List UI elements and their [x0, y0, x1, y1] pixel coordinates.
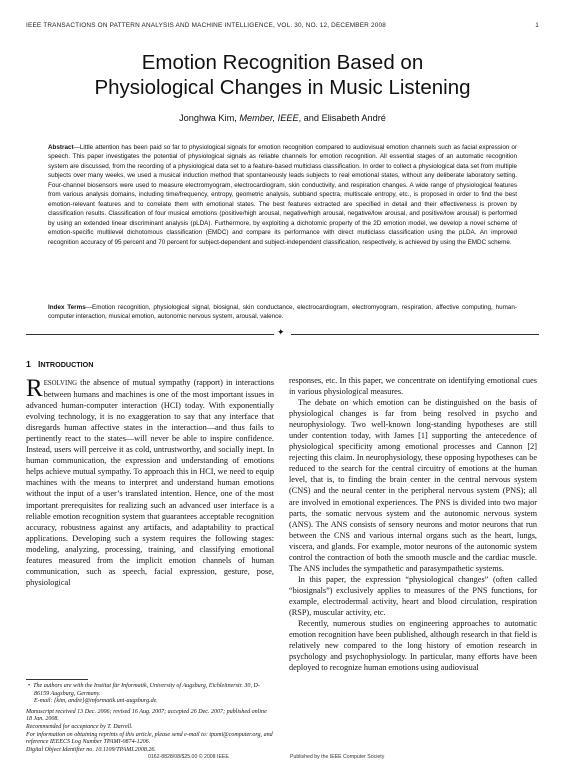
footnote-bullet: •: [28, 683, 31, 689]
right-paragraph-2: The debate on which emotion can be distinguished on the basis of physiological changes is far from being resolved in psycho and neurophysiology. Two well-known long-standing hypotheses are still under contention today, with James [1] supporting the antecedence of physiological specificity among emotional processes and Cannon [2] rejecting this claim. In neurophysiology, these opposing hypotheses can be reduced to the search for the central circuitry of emotions at the human level, that is, to finding the brain center in the central nervous system (CNS) and the neural center in the peripheral nervous system (PNS); all are involved in emotional experiences. The PNS is divided into two major parts, the somatic nervous system and the autonomic nervous system (ANS). The ANS consists of sensory neurons and motor neurons that run between the CNS and various internal organs such as the heart, lungs, viscera, and glands. For example, motor neurons of the autonomic system control the contraction of both the smooth muscle and the cardiac muscle. The ANS includes the sympathetic and parasympathetic systems.: [289, 398, 537, 573]
right-column: [289, 375, 537, 673]
title-line-2: Physiological Changes in Music Listening: [94, 76, 471, 99]
index-terms: [48, 303, 517, 322]
lead-small-caps: ESOLVING: [43, 380, 78, 387]
section-title-rest: NTRODUCTION: [40, 360, 94, 369]
author-1: Jonghwa Kim,: [179, 113, 240, 123]
affiliation-email: E-mail: {kim, andre}@informatik.uni-augsburg.de.: [34, 698, 158, 705]
author-1-role: Member, IEEE: [239, 113, 299, 123]
divider-ornament-icon: ✦: [277, 328, 285, 338]
index-terms-label: Index Terms: [48, 304, 86, 311]
author-line: [0, 113, 565, 123]
drop-cap: R: [26, 375, 43, 402]
footer-publisher: Published by the IEEE Computer Society: [290, 754, 385, 760]
right-paragraph-1: responses, etc. In this paper, we concentrate on identifying emotional cues in various physiological measures.: [289, 376, 537, 397]
page-number: 1: [535, 22, 539, 29]
divider-line-left: [26, 334, 274, 335]
affiliation-footnote: [26, 683, 274, 706]
divider-line-right: [291, 334, 539, 335]
left-paragraph-text: the absence of mutual sympathy (rapport) in interactions between humans and machines is one of the most important issues in advanced human-computer interaction (HCI) today. With exponentially evolving technology, it is no exaggeration to say that any interface that disregards human affective states in the interaction—and thus fails to pertinently react to the states—will never be able to inspire confidence. Instead, users will perceive it as cold, untrustworthy, and socially inept. In human communication, the expression and understanding of emotions helps achieve mutual sympathy. To approach this in HCI, we need to equip machines with the means to interpret and understand human emotions without the input of a user’s translated intention. Hence, one of the most important prerequisites for realizing such an advanced user interface is a reliable emotion recognition system that guarantees acceptable recognition accuracy, robustness against any artifacts, and adaptability to practical applications. Developing such a system requires the following stages: modeling, analyzing, processing, training, and classifying emotional features measured from the implicit emotion channels of human communication, such as speech, facial expression, gesture, pose, physiological: [26, 378, 274, 587]
left-paragraph-1: [26, 377, 274, 588]
section-divider: [26, 328, 539, 339]
section-number: 1: [26, 359, 31, 369]
footnote-rule: [26, 679, 88, 680]
running-header: [26, 22, 539, 29]
reprints-info: For information on obtaining reprints of this article, please send e-mail to: tpami@computer.org, and reference IEEECS Log Number TPAMI-0874-1206.: [26, 731, 273, 746]
footer-copyright: 0162-8828/08/$25.00 © 2008 IEEE: [148, 754, 229, 760]
right-paragraph-3: In this paper, the expression “physiological changes” (often called “biosignals”) exclusively applies to measures of the PNS functions, for example, electrodermal activity, heart and blood circulation, respiration (RSP), muscular activity, etc.: [289, 574, 537, 617]
manuscript-received: Manuscript received 13 Dec. 2006; revised 16 Aug. 2007; accepted 26 Dec. 2007; published online 18 Jan. 2008.: [26, 708, 267, 723]
doi: Digital Object Identifier no. 10.1109/TPAMI.2008.26.: [26, 746, 156, 753]
running-head: IEEE TRANSACTIONS ON PATTERN ANALYSIS AND MACHINE INTELLIGENCE, VOL. 30, NO. 12, DECEMBER 2008: [26, 22, 386, 29]
abstract-text: —Little attention has been paid so far to physiological signals for emotion recognition compared to audiovisual emotion channels such as facial expression or speech. This paper investigates the potential of physiological signals as reliable channels for emotion recognition. All essential stages of an automatic recognition system are discussed, from the recording of a physiological data set to a feature-based multiclass classification. In order to collect a physiological data set from multiple subjects over many weeks, we used a musical induction method that spontaneously leads subjects to real emotional states, without any deliberate laboratory setting. Four-channel biosensors were used to measure electromyogram, electrocardiogram, skin conductivity, and respiration changes. A wide range of physiological features from various analysis domains, including time/frequency, entropy, geometric analysis, subband spectra, multiscale entropy, etc., is proposed in order to find the best emotion-relevant features and to correlate them with emotional states. The best features extracted are specified in detail and their effectiveness is proven by classification results. Classification of four musical emotions (positive/high arousal, negative/high arousal, negative/low arousal, and positive/low arousal) is performed by using an extended linear discriminant analysis (pLDA). Furthermore, by exploiting a dichotomic property of the 2D emotion model, we develop a novel scheme of emotion-specific multilevel dichotomous classification (EMDC) and compare its performance with direct multiclass classification using the pLDA. An improved recognition accuracy of 95 percent and 70 percent for subject-dependent and subject-independent classification, respectively, is achieved by using the EMDC scheme.: [48, 144, 517, 246]
footnotes: [26, 683, 274, 754]
abstract-label: Abstract: [48, 144, 74, 151]
abstract: [48, 143, 517, 247]
affiliation-text: The authors are with the Institut für Informatik, University of Augsburg, Eichleitnerstr. 30, D-86159 Augsburg, Germany.: [33, 683, 260, 697]
title-line-1: Emotion Recognition Based on: [141, 51, 424, 74]
section-title-first: I: [37, 359, 41, 369]
left-column: [26, 377, 274, 588]
recommended-by: Recommended for acceptance by T. Darrell.: [26, 723, 133, 730]
section-heading: [26, 359, 93, 369]
right-paragraph-4: Recently, numerous studies on engineering approaches to automatic emotion recognition have been published, although research in that field is relatively new compared to the long history of emotion research in psychology and psychophysiology. In particular, many efforts have been deployed to recognize human emotions using audiovisual: [289, 619, 537, 673]
paper-title: [0, 50, 565, 100]
author-2: , and Elisabeth André: [298, 113, 386, 123]
index-terms-text: —Emotion recognition, physiological signal, biosignal, skin conductance, electrocardiogram, electromyogram, respiration, affective computing, human-computer interaction, musical emotion, autonomic nervous system, arousal, valence.: [48, 304, 517, 321]
